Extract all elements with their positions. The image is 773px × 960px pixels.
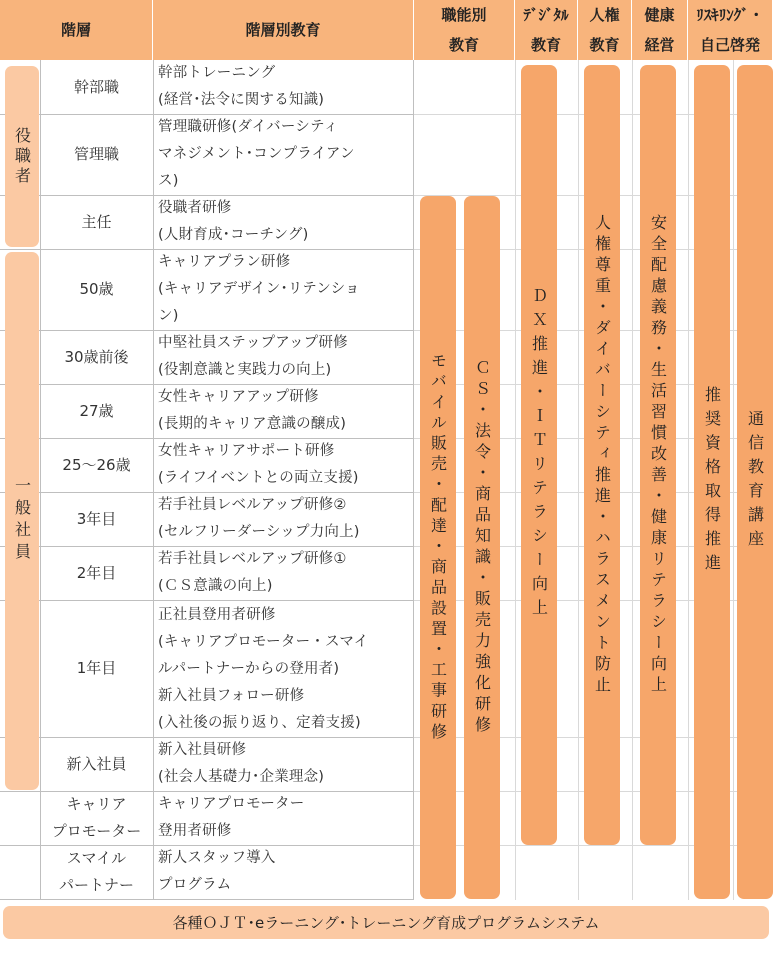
edu-year-3: 若手社員レベルアップ研修② (セルフリーダーシップ力向上) (158, 497, 360, 540)
footer-ojt-elearning: 各種ＯＪＴ･eラーニング･トレーニング育成プログラムシステム (3, 906, 769, 939)
column-divider (413, 60, 414, 900)
level-career-promoter: キャリア プロモーター (51, 795, 142, 840)
level-year-1: 1年目 (76, 659, 117, 677)
edu-age-50: キャリアプラン研修 (キャリアデザイン･リテンショ ン) (158, 254, 360, 324)
level-age-25-26: 25～26歳 (62, 455, 131, 474)
edu-chief: 役職者研修 (人財育成･コーチング) (158, 200, 309, 243)
level-smile-partner: スマイル パートナー (58, 849, 134, 894)
edu-manager: 管理職研修(ダイバーシティ マネジメント･コンプライアン ス) (158, 119, 355, 189)
level-chief: 主任 (81, 212, 112, 231)
header-skill-education: 職能別 教育 (414, 0, 515, 60)
grid-line (578, 60, 579, 900)
edu-year-2: 若手社員レベルアップ研修① (ＣＳ意識の向上) (158, 551, 347, 594)
header-health-management: 健康 経営 (632, 0, 688, 60)
column-divider (153, 60, 154, 900)
bar-health-management: 安全配慮義務・生活習慣改善・健康リテラシー向上 (640, 65, 676, 845)
grid-line (688, 60, 689, 900)
grid-line (733, 60, 734, 900)
edu-year-1: 正社員登用者研修 (キャリアプロモーター・スマイ ルパートナーからの登用者) 新入社員フォロー研修 (入社後の振り返り、定着支援) (158, 607, 369, 731)
row-divider (0, 899, 413, 900)
edu-career-promoter: キャリアプロモーター 登用者研修 (158, 796, 305, 839)
header-reskilling: ﾘｽｷﾘﾝｸﾞ・ 自己啓発 (688, 0, 773, 60)
level-executive: 幹部職 (73, 77, 119, 96)
bar-human-rights: 人権尊重・ダイバーシティ推進・ハラスメント防止 (584, 65, 620, 845)
level-manager: 管理職 (73, 145, 119, 163)
bar-cs-compliance-training: ＣＳ・法令・商品知識・販売力強化研修 (464, 196, 500, 899)
level-age-27: 27歳 (79, 401, 114, 420)
group-officers: 役職者 (5, 66, 39, 247)
grid-line (515, 60, 516, 900)
header-digital-education: ﾃﾞｼﾞﾀﾙ 教育 (515, 0, 578, 60)
header-human-rights-education: 人権 教育 (578, 0, 632, 60)
edu-age-27: 女性キャリアアップ研修 (長期的キャリア意識の醸成) (158, 389, 347, 432)
header-level: 階層 (0, 0, 153, 60)
level-age-30: 30歳前後 (64, 347, 129, 366)
grid-line (632, 60, 633, 900)
edu-smile-partner: 新人スタッフ導入 プログラム (158, 850, 276, 893)
bar-recommended-qualifications: 推奨資格取得推進 (694, 65, 730, 899)
group-general-staff: 一般社員 (5, 252, 39, 790)
bar-correspondence-courses: 通信教育講座 (737, 65, 773, 899)
level-new-hire: 新入社員 (66, 754, 127, 773)
edu-age-30: 中堅社員ステップアップ研修 (役割意識と実践力の向上) (158, 335, 348, 378)
bar-mobile-sales-training: モバイル販売・配達・商品設置・工事研修 (420, 196, 456, 899)
level-year-3: 3年目 (76, 509, 117, 528)
header-level-education: 階層別教育 (153, 0, 414, 60)
edu-executive: 幹部トレーニング (経営･法令に関する知識) (158, 65, 325, 108)
edu-new-hire: 新入社員研修 (社会人基礎力･企業理念) (158, 742, 325, 785)
edu-age-25-26: 女性キャリアサポート研修 (ライフイベントとの両立支援) (158, 443, 359, 486)
bar-dx-it-literacy: ＤＸ推進・ＩＴリテラシー向上 (521, 65, 557, 845)
level-age-50: 50歳 (79, 280, 114, 298)
level-year-2: 2年目 (76, 563, 117, 582)
